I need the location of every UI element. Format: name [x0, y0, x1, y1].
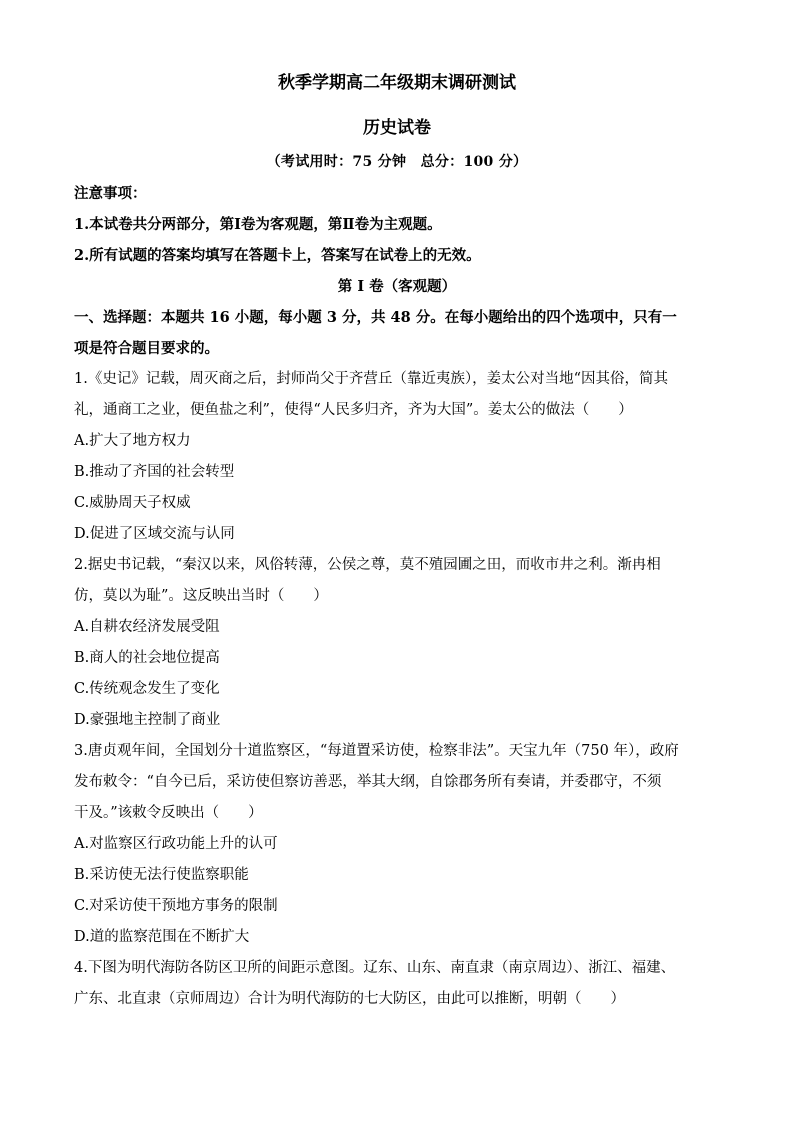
question-3 — [74, 736, 734, 953]
question-stem-line: 仿，莫以为耻”。这反映出当时（ ） — [74, 588, 328, 604]
question-stem-line: 干及。”该敕令反映出（ ） — [74, 805, 263, 821]
option-d: D.道的监察范围在不断扩大 — [74, 929, 250, 945]
question-4 — [74, 953, 734, 1015]
section-title — [0, 271, 794, 302]
notice-block — [74, 178, 734, 271]
question-stem-line: 4.下图为明代海防各防区卫所的间距示意图。辽东、山东、南直隶（南京周边）、浙江、福建、 — [74, 960, 676, 976]
exam-meta: （考试用时：75 分钟 总分：100 分） — [266, 154, 528, 170]
instruction-line-2: 项是符合题目要求的。 — [74, 340, 219, 357]
instruction-line-1: 一、选择题：本题共 16 小题，每小题 3 分，共 48 分。在每小题给出的四个选项中，只有一 — [74, 309, 677, 326]
question-stem-line: 2.据史书记载，“秦汉以来，风俗转薄，公侯之尊，莫不殖园圃之田，而收市井之利。渐冉相 — [74, 557, 661, 573]
option-d: D.豪强地主控制了商业 — [74, 712, 221, 728]
question-list — [74, 364, 734, 1015]
question-stem-line: 广东、北直隶（京师周边）合计为明代海防的七大防区，由此可以推断，明朝（ ） — [74, 991, 625, 1007]
section-title-text: 第 Ⅰ 卷（客观题） — [337, 278, 457, 295]
question-stem-line: 发布敕令：“自今已后，采访使但察访善恶，举其大纲，自馀郡务所有奏请，并委郡守，不须 — [74, 774, 662, 790]
notice-heading: 注意事项： — [74, 185, 147, 202]
option-a: A.扩大了地方权力 — [74, 433, 191, 449]
option-b: B.采访使无法行使监察职能 — [74, 867, 249, 883]
question-stem-line: 3.唐贞观年间，全国划分十道监察区，“每道置采访使，检察非法”。天宝九年（750 年），政府 — [74, 743, 679, 759]
option-b: B.推动了齐国的社会转型 — [74, 464, 235, 480]
option-c: C.威胁周天子权威 — [74, 495, 191, 511]
option-a: A.对监察区行政功能上升的认可 — [74, 836, 278, 852]
exam-title: 秋季学期高二年级期末调研测试 — [278, 73, 516, 93]
option-c: C.传统观念发生了变化 — [74, 681, 220, 697]
option-c: C.对采访使干预地方事务的限制 — [74, 898, 278, 914]
question-stem-line: 1.《史记》记载，周灭商之后，封师尚父于齐营丘（靠近夷族），姜太公对当地“因其俗，简其 — [74, 371, 668, 387]
notice-item-2: 2.所有试题的答案均填写在答题卡上，答案写在试卷上的无效。 — [74, 247, 481, 264]
option-b: B.商人的社会地位提高 — [74, 650, 220, 666]
question-1 — [74, 364, 734, 550]
question-2 — [74, 550, 734, 736]
notice-item-1: 1.本试卷共分两部分，第Ⅰ卷为客观题，第Ⅱ卷为主观题。 — [74, 216, 442, 233]
section-instruction — [74, 302, 734, 364]
option-a: A.自耕农经济发展受阻 — [74, 619, 220, 635]
question-stem-line: 礼，通商工之业，便鱼盐之利”，使得“人民多归齐，齐为大国”。姜太公的做法（ ） — [74, 402, 633, 418]
exam-subject: 历史试卷 — [363, 118, 431, 138]
option-d: D.促进了区域交流与认同 — [74, 526, 235, 542]
